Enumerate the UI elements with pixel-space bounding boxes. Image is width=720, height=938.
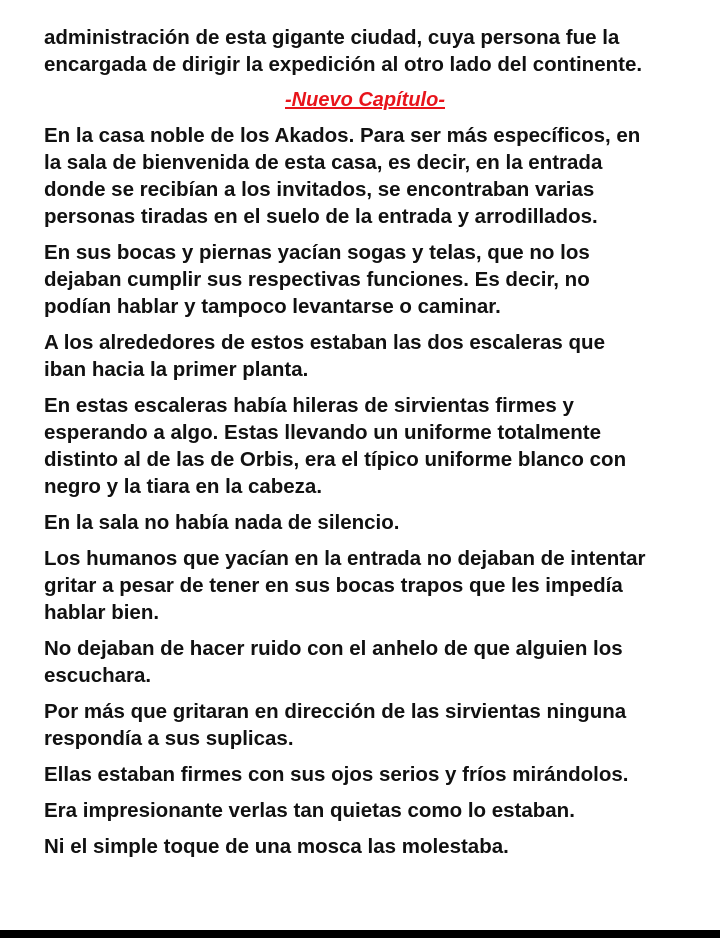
- paragraph-8: Por más que gritaran en dirección de las sirvientas ninguna respondía a sus suplicas.: [44, 700, 627, 750]
- chapter-heading: -Nuevo Capítulo-: [285, 89, 445, 111]
- intro-paragraph: administración de esta gigante ciudad, cuya persona fue la encargada de dirigir la expedición al otro lado del continente.: [44, 26, 643, 76]
- paragraph-4: En estas escaleras había hileras de sirvientas firmes y esperando a algo. Estas llevando un uniforme totalmente distinto al de las de Orbis, era el típico uniforme blanco con negro y la tiara en la cabeza.: [44, 394, 627, 498]
- paragraph-3: A los alrededores de estos estaban las dos escaleras que iban hacia la primer planta.: [44, 331, 605, 381]
- paragraph-9: Ellas estaban firmes con sus ojos serios y fríos mirándolos.: [44, 763, 629, 786]
- paragraph-7: No dejaban de hacer ruido con el anhelo de que alguien los escuchara.: [44, 637, 623, 687]
- paragraph-5: En la sala no había nada de silencio.: [44, 511, 400, 534]
- paragraph-11: Ni el simple toque de una mosca las molestaba.: [44, 835, 509, 858]
- paragraph-6: Los humanos que yacían en la entrada no dejaban de intentar gritar a pesar de tener en sus bocas trapos que les impedía hablar bien.: [44, 547, 646, 624]
- paragraph-10: Era impresionante verlas tan quietas como lo estaban.: [44, 799, 575, 822]
- paragraph-2: En sus bocas y piernas yacían sogas y telas, que no los dejaban cumplir sus respectivas funciones. Es decir, no podían hablar y tampoco levantarse o caminar.: [44, 241, 590, 318]
- paragraph-1: En la casa noble de los Akados. Para ser más específicos, en la sala de bienvenida de esta casa, es decir, en la entrada donde se recibían a los invitados, se encontraban varias personas tiradas en el suelo de la entrada y arrodillados.: [44, 124, 641, 228]
